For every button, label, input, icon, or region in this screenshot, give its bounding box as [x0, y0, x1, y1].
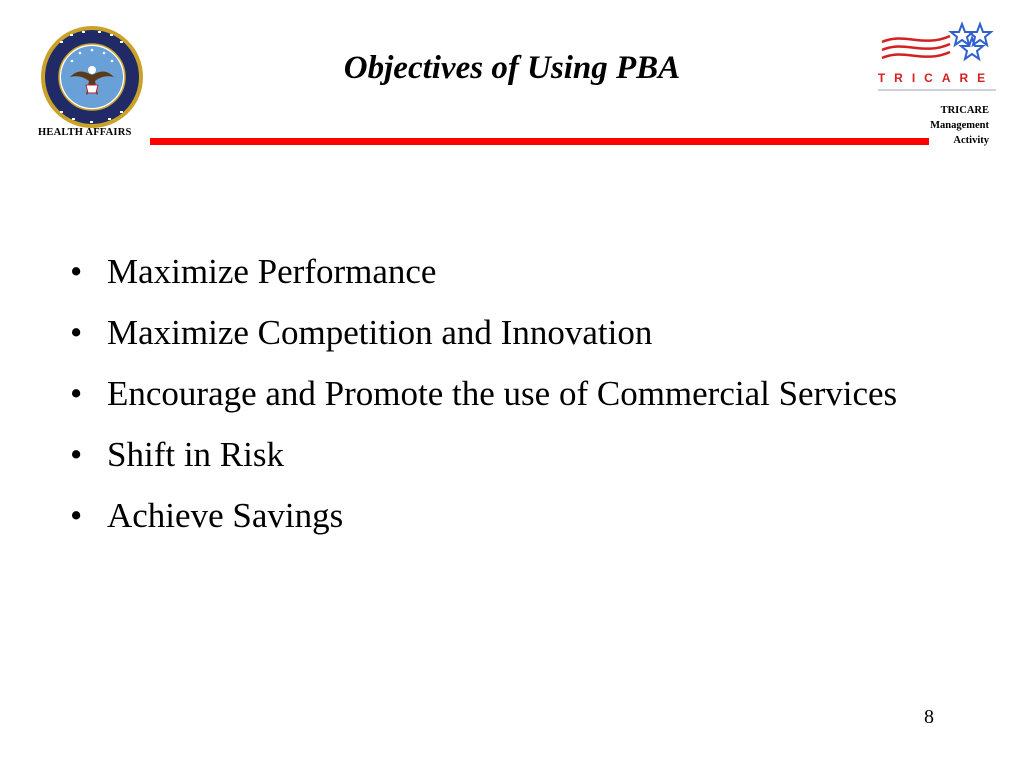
- slide-title: Objectives of Using PBA: [343, 50, 681, 86]
- tricare-management-caption: [890, 103, 989, 148]
- tricare-logo-icon: [876, 20, 998, 96]
- list-item-text: Encourage and Promote the use of Commercial Services: [107, 374, 898, 413]
- bullet-icon: •: [70, 496, 83, 535]
- dod-seal-icon: [40, 25, 144, 129]
- tma-line-3: Activity: [953, 135, 989, 146]
- list-item-text: Maximize Competition and Innovation: [107, 313, 653, 352]
- list-item-text: Maximize Performance: [107, 252, 437, 291]
- bullet-icon: •: [70, 374, 83, 413]
- tricare-wordmark: TRICARE: [877, 71, 995, 85]
- list-item: [70, 429, 950, 480]
- bullet-icon: •: [70, 435, 83, 474]
- header-rule: [150, 138, 929, 145]
- bullet-icon: •: [70, 252, 83, 291]
- list-item: [70, 246, 950, 297]
- list-item: [70, 490, 950, 541]
- health-affairs-caption: HEALTH AFFAIRS: [38, 127, 132, 138]
- list-item: [70, 307, 950, 358]
- page-number: 8: [924, 706, 934, 728]
- bullet-icon: •: [70, 313, 83, 352]
- list-item-text: Achieve Savings: [107, 496, 344, 535]
- objectives-list: [70, 246, 950, 551]
- tma-line-1: TRICARE: [940, 105, 989, 116]
- list-item-text: Shift in Risk: [107, 435, 284, 474]
- tma-line-2: Management: [930, 120, 989, 131]
- list-item: [70, 368, 950, 419]
